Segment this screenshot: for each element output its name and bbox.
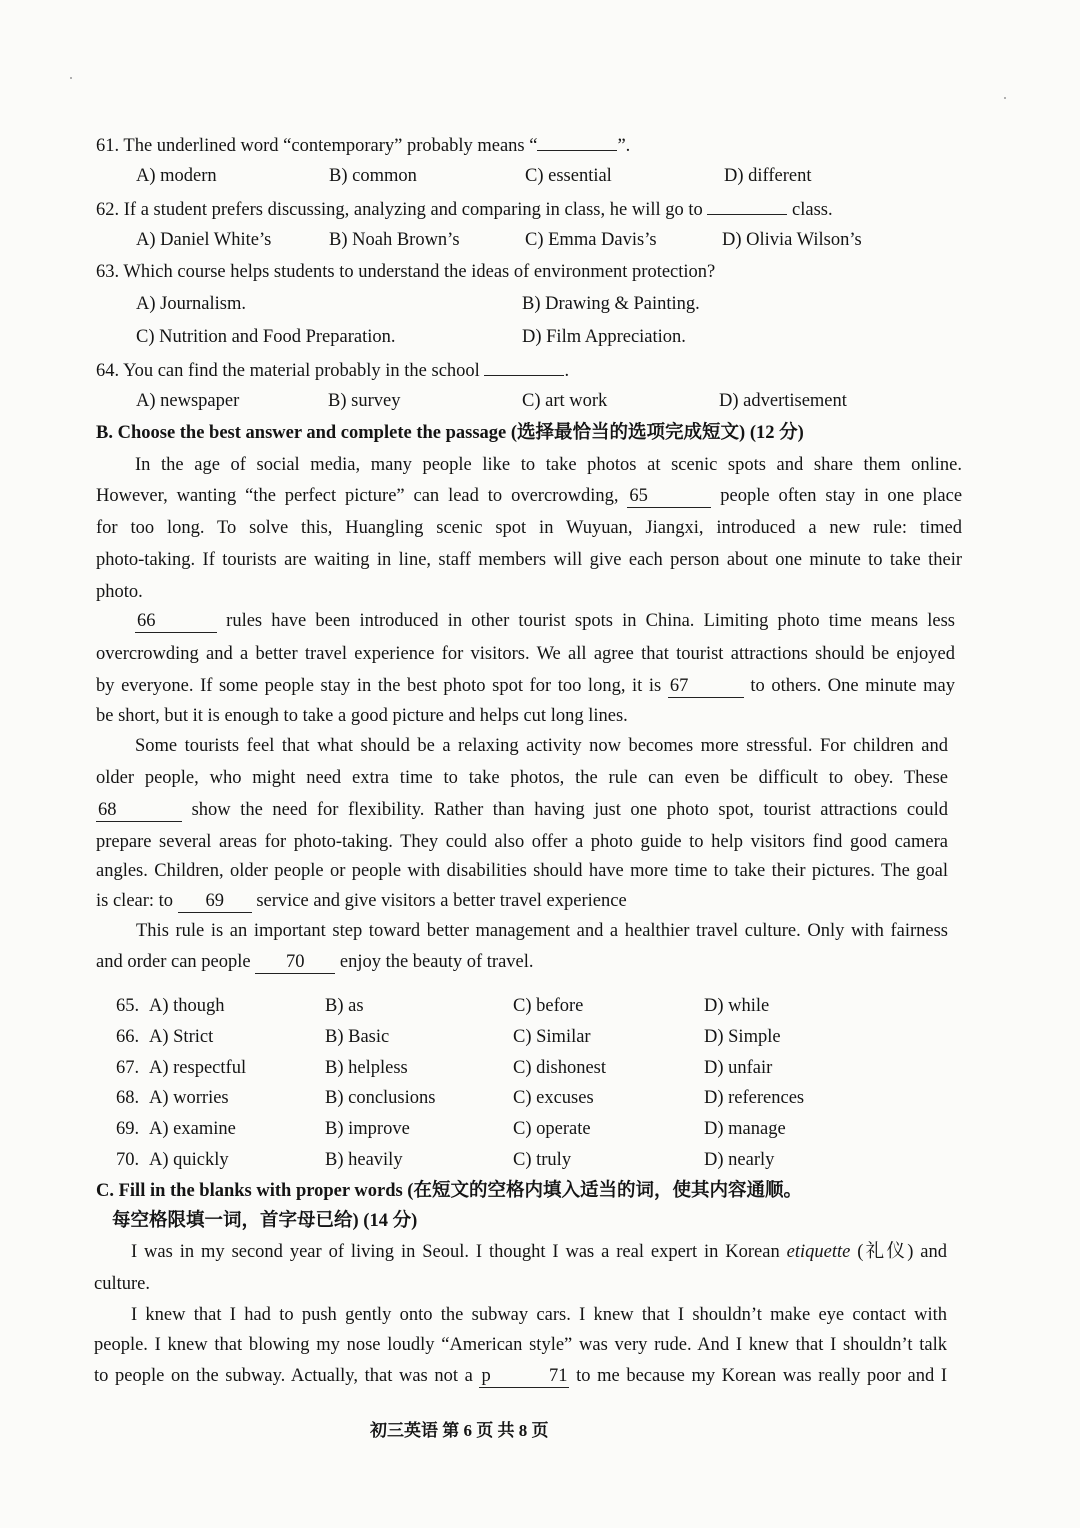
passage-line: by everyone. If some people stay in the best photo spot for too long, it is 67 to others. One minute may bbox=[96, 676, 956, 696]
q64-option-d: D) advertisement bbox=[719, 391, 847, 411]
option-number: 67. bbox=[116, 1058, 140, 1078]
option-c: C) excuses bbox=[513, 1088, 594, 1108]
blank-65: 65 bbox=[627, 487, 711, 508]
answer-blank bbox=[484, 360, 564, 376]
option-number: 69. bbox=[116, 1119, 140, 1139]
passage-line: be short, but it is enough to take a good picture and helps cut long lines. bbox=[96, 706, 628, 726]
q64-option-a: A) newspaper bbox=[136, 391, 240, 411]
option-number: 66. bbox=[116, 1027, 140, 1047]
option-c: C) truly bbox=[513, 1150, 572, 1170]
blank-71: p 71 bbox=[481, 1366, 568, 1386]
option-c: C) operate bbox=[513, 1119, 591, 1139]
option-d: D) references bbox=[704, 1088, 805, 1108]
q61-option-d: D) different bbox=[724, 166, 812, 186]
option-number: 68. bbox=[116, 1088, 140, 1108]
option-a: A) examine bbox=[149, 1119, 236, 1139]
passage-line: In the age of social media, many people like to take photos at scenic spots and share them online. bbox=[135, 455, 962, 475]
page-footer: 初三英语 第 6 页 共 8 页 bbox=[370, 1421, 549, 1440]
passage-line: overcrowding and a better travel experience for visitors. We all agree that tourist attractions should be enjoyed bbox=[96, 644, 955, 664]
option-d: D) nearly bbox=[704, 1150, 775, 1170]
q63-option-a: A) Journalism. bbox=[136, 294, 246, 314]
section-c-heading: C. Fill in the blanks with proper words (在短文的空格内填入适当的词，使其内容通顺。 bbox=[96, 1181, 802, 1201]
passage-line: culture. bbox=[94, 1274, 150, 1294]
question-64-stem: 64. You can find the material probably in the school . bbox=[96, 361, 570, 381]
question-63-stem: 63. Which course helps students to understand the ideas of environment protection? bbox=[96, 262, 716, 282]
blank-67: 67 bbox=[668, 677, 744, 698]
option-a: A) though bbox=[149, 996, 225, 1016]
blank-66: 66 bbox=[135, 612, 217, 633]
passage-line: This rule is an important step toward better management and a healthier travel culture. Only with fairness bbox=[136, 921, 948, 941]
q62-option-d: D) Olivia Wilson’s bbox=[722, 230, 862, 250]
passage-line: 68 show the need for flexibility. Rather than having just one photo spot, tourist attractions could bbox=[98, 800, 948, 820]
passage-line: photo-taking. If tourists are waiting in line, staff members will give each person about one minute to take their bbox=[96, 550, 962, 570]
section-c-heading-line-2: 每空格限填一词，首字母已给) (14 分) bbox=[112, 1211, 418, 1231]
q62-option-b: B) Noah Brown’s bbox=[329, 230, 460, 250]
option-d: D) unfair bbox=[704, 1058, 773, 1078]
option-a: A) quickly bbox=[149, 1150, 229, 1170]
passage-line: for too long. To solve this, Huangling scenic spot in Wuyuan, Jiangxi, introduced a new rule: timed bbox=[96, 518, 962, 538]
passage-line: prepare several areas for photo-taking. They could also offer a photo guide to help visitors find good camera bbox=[96, 832, 948, 852]
option-b: B) improve bbox=[325, 1119, 410, 1139]
option-d: D) Simple bbox=[704, 1027, 781, 1047]
q64-option-c: C) art work bbox=[522, 391, 608, 411]
option-c: C) Similar bbox=[513, 1027, 591, 1047]
q62-option-a: A) Daniel White’s bbox=[136, 230, 272, 250]
passage-line: 66 rules have been introduced in other tourist spots in China. Limiting photo time means less bbox=[137, 611, 956, 631]
option-b: B) heavily bbox=[325, 1150, 403, 1170]
blank-68: 68 bbox=[96, 801, 182, 822]
passage-line: to people on the subway. Actually, that was not a p 71 to me because my Korean was really poor and I bbox=[94, 1366, 947, 1386]
option-c: C) dishonest bbox=[513, 1058, 607, 1078]
scan-speck bbox=[70, 77, 72, 79]
option-a: A) worries bbox=[149, 1088, 229, 1108]
passage-line: is clear: to 69 service and give visitors a better travel experience bbox=[96, 891, 627, 911]
passage-line: Some tourists feel that what should be a relaxing activity now becomes more stressful. For children and bbox=[135, 736, 948, 756]
answer-blank bbox=[537, 135, 617, 151]
option-b: B) Basic bbox=[325, 1027, 390, 1047]
option-c: C) before bbox=[513, 996, 584, 1016]
q63-option-b: B) Drawing & Painting. bbox=[522, 294, 700, 314]
q63-option-d: D) Film Appreciation. bbox=[522, 327, 686, 347]
q64-option-b: B) survey bbox=[328, 391, 401, 411]
scan-speck bbox=[1004, 97, 1006, 99]
question-62-stem: 62. If a student prefers discussing, analyzing and comparing in class, he will go to class. bbox=[96, 200, 833, 220]
passage-line: I knew that I had to push gently onto the subway cars. I knew that I shouldn’t make eye contact with bbox=[131, 1305, 947, 1325]
question-61-stem: 61. The underlined word “contemporary” probably means “ ”. bbox=[96, 136, 631, 156]
answer-blank bbox=[707, 199, 787, 215]
option-b: B) conclusions bbox=[325, 1088, 436, 1108]
blank-69: 69 bbox=[178, 892, 252, 913]
q61-option-c: C) essential bbox=[525, 166, 612, 186]
q63-option-c: C) Nutrition and Food Preparation. bbox=[136, 327, 396, 347]
option-b: B) as bbox=[325, 996, 364, 1016]
option-a: A) respectful bbox=[149, 1058, 247, 1078]
passage-line: I was in my second year of living in Seoul. I thought I was a real expert in Korean etiquette (礼仪) and bbox=[131, 1242, 948, 1262]
passage-line: photo. bbox=[96, 582, 143, 602]
q62-option-c: C) Emma Davis’s bbox=[525, 230, 657, 250]
q61-option-a: A) modern bbox=[136, 166, 217, 186]
option-d: D) manage bbox=[704, 1119, 786, 1139]
section-b-heading: B. Choose the best answer and complete the passage (选择最恰当的选项完成短文) (12 分) bbox=[96, 423, 804, 443]
passage-line: people. I knew that blowing my nose loudly “American style” was very rude. And I knew that I shouldn’t talk bbox=[94, 1335, 947, 1355]
option-d: D) while bbox=[704, 996, 770, 1016]
passage-line: older people, who might need extra time to take photos, the rule can even be difficult to obey. These bbox=[96, 768, 948, 788]
option-a: A) Strict bbox=[149, 1027, 214, 1047]
passage-line: and order can people 70 enjoy the beauty of travel. bbox=[96, 952, 534, 972]
blank-70: 70 bbox=[255, 953, 335, 974]
option-number: 65. bbox=[116, 996, 140, 1016]
option-number: 70. bbox=[116, 1150, 140, 1170]
italic-word: etiquette bbox=[786, 1242, 851, 1262]
passage-line: However, wanting “the perfect picture” can lead to overcrowding, 65 people often stay in one place bbox=[96, 486, 963, 506]
option-b: B) helpless bbox=[325, 1058, 408, 1078]
passage-line: angles. Children, older people or people with disabilities should have more time to take their pictures. The goal bbox=[96, 861, 948, 881]
q61-option-b: B) common bbox=[329, 166, 417, 186]
